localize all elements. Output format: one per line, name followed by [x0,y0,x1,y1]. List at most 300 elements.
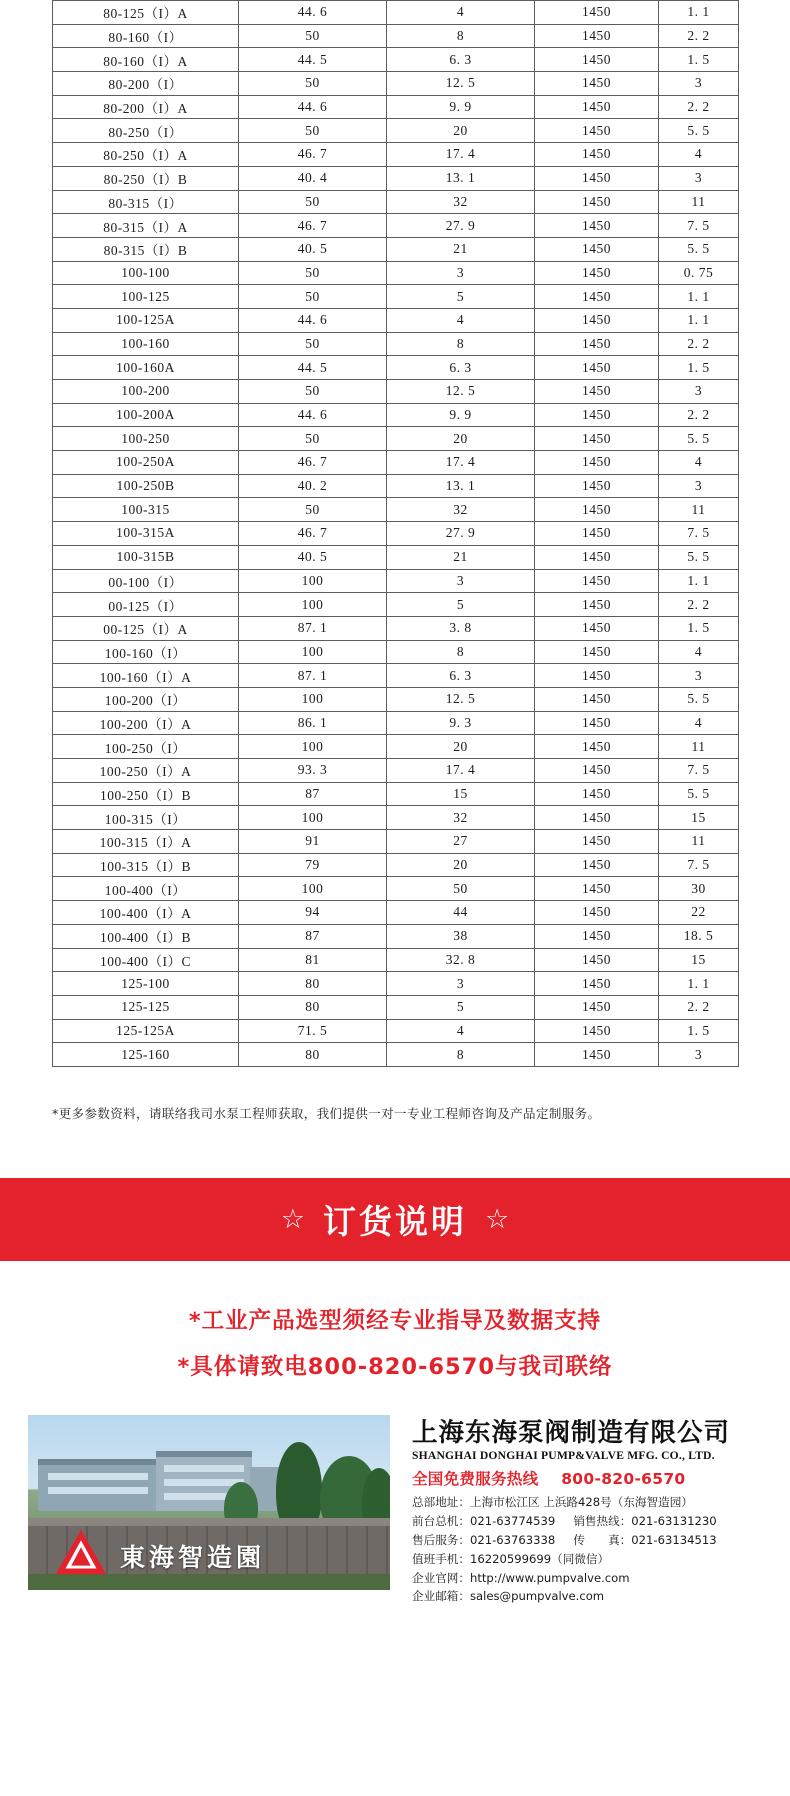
cell-flow: 50 [239,24,387,48]
cell-flow: 80 [239,995,387,1019]
cell-model: 100-250（I） [53,735,239,759]
table-row [53,972,739,996]
cell-head: 32 [387,806,535,830]
cell-model: 100-315A [53,522,239,546]
order-note-line-2: *具体请致电800-820-6570与我司联络 [177,1353,613,1380]
cell-head: 5 [387,995,535,1019]
cell-head: 5 [387,285,535,309]
cell-model: 100-250B [53,474,239,498]
table-row [53,545,739,569]
table-row [53,332,739,356]
cell-model: 80-160（I） [53,24,239,48]
cell-speed: 1450 [535,427,659,451]
cell-flow: 50 [239,119,387,143]
cell-model: 80-160（I）A [53,48,239,72]
pump-spec-table [52,0,739,1067]
banner-title: 订货说明 [323,1201,467,1241]
contact-label: 前台总机： [412,1514,470,1529]
cell-model: 80-125（I）A [53,1,239,25]
cell-model: 80-315（I）A [53,214,239,238]
cell-model: 80-200（I）A [53,95,239,119]
cell-head: 4 [387,308,535,332]
cell-model: 00-100（I） [53,569,239,593]
cell-flow: 87. 1 [239,616,387,640]
hotline-number: 800-820-6570 [561,1470,686,1489]
cell-power: 2. 2 [659,332,739,356]
table-row [53,593,739,617]
star-icon-left: ☆ [280,1203,305,1234]
table-row [53,190,739,214]
cell-head: 6. 3 [387,664,535,688]
cell-model: 100-400（I）B [53,924,239,948]
table-row [53,948,739,972]
order-instructions-banner [0,1178,790,1261]
cell-model: 100-125 [53,285,239,309]
cell-power: 5. 5 [659,782,739,806]
cell-model: 00-125（I）A [53,616,239,640]
cell-head: 38 [387,924,535,948]
contact-value: 16220599699（同微信） [469,1551,610,1566]
table-row [53,166,739,190]
cell-head: 12. 5 [387,72,535,96]
table-row [53,616,739,640]
cell-head: 27 [387,830,535,854]
cell-flow: 100 [239,593,387,617]
cell-speed: 1450 [535,830,659,854]
cell-speed: 1450 [535,616,659,640]
table-row [53,924,739,948]
cell-model: 100-125A [53,308,239,332]
cell-power: 15 [659,806,739,830]
cell-power: 1. 1 [659,308,739,332]
cell-power: 5. 5 [659,545,739,569]
cell-power: 1. 5 [659,616,739,640]
cell-speed: 1450 [535,735,659,759]
cell-speed: 1450 [535,711,659,735]
cell-model: 100-200（I） [53,687,239,711]
cell-head: 20 [387,853,535,877]
contact-label: 售后服务： [412,1533,470,1548]
cell-model: 125-125A [53,1019,239,1043]
table-row [53,451,739,475]
cell-flow: 40. 5 [239,237,387,261]
cell-model: 100-200 [53,380,239,404]
cell-model: 100-250（I）A [53,759,239,783]
cell-head: 21 [387,545,535,569]
cell-speed: 1450 [535,380,659,404]
table-row [53,214,739,238]
cell-flow: 40. 5 [239,545,387,569]
cell-flow: 44. 6 [239,403,387,427]
cell-model: 100-315B [53,545,239,569]
contact-value: http://www.pumpvalve.com [469,1570,630,1585]
cell-model: 80-250（I）A [53,143,239,167]
cell-model: 100-160 [53,332,239,356]
contact-row [412,1587,730,1606]
cell-power: 3 [659,664,739,688]
cell-flow: 44. 6 [239,95,387,119]
table-row [53,119,739,143]
cell-head: 4 [387,1,535,25]
table-row [53,664,739,688]
contact-value: sales@pumpvalve.com [469,1589,605,1604]
table-row [53,427,739,451]
cell-power: 5. 5 [659,119,739,143]
cell-speed: 1450 [535,498,659,522]
contact-label-secondary: 传 真： [573,1533,632,1548]
cell-head: 8 [387,1043,535,1067]
cell-flow: 100 [239,687,387,711]
cell-flow: 100 [239,735,387,759]
table-row [53,285,739,309]
cell-flow: 50 [239,190,387,214]
hotline [412,1467,730,1489]
cell-speed: 1450 [535,782,659,806]
cell-head: 15 [387,782,535,806]
cell-model: 125-125 [53,995,239,1019]
order-note-line-1: *工业产品选型须经专业指导及数据支持 [188,1307,602,1334]
cell-speed: 1450 [535,119,659,143]
table-row [53,143,739,167]
cell-speed: 1450 [535,877,659,901]
cell-speed: 1450 [535,356,659,380]
cell-speed: 1450 [535,545,659,569]
cell-model: 100-315 [53,498,239,522]
table-footnote: *更多参数资料，请联络我司水泵工程师获取，我们提供一对一专业工程师咨询及产品定制服务。 [52,1105,601,1121]
cell-power: 3 [659,1043,739,1067]
cell-speed: 1450 [535,640,659,664]
spec-table-body [53,1,739,1067]
cell-flow: 46. 7 [239,214,387,238]
cell-model: 100-400（I）C [53,948,239,972]
cell-head: 5 [387,593,535,617]
cell-speed: 1450 [535,308,659,332]
table-row [53,498,739,522]
cell-head: 17. 4 [387,759,535,783]
cell-head: 12. 5 [387,380,535,404]
cell-speed: 1450 [535,451,659,475]
contact-row [412,1531,730,1550]
cell-flow: 87. 1 [239,664,387,688]
cell-flow: 100 [239,569,387,593]
cell-power: 15 [659,948,739,972]
window-1 [48,1473,148,1480]
table-row [53,1,739,25]
cell-flow: 46. 7 [239,522,387,546]
cell-flow: 50 [239,427,387,451]
cell-head: 17. 4 [387,143,535,167]
cell-speed: 1450 [535,759,659,783]
cell-head: 8 [387,24,535,48]
cell-power: 30 [659,877,739,901]
cell-head: 17. 4 [387,451,535,475]
cell-speed: 1450 [535,806,659,830]
cell-flow: 81 [239,948,387,972]
table-row [53,640,739,664]
cell-flow: 40. 4 [239,166,387,190]
table-row [53,1043,739,1067]
cell-flow: 87 [239,924,387,948]
cell-head: 6. 3 [387,356,535,380]
cell-head: 20 [387,427,535,451]
table-row [53,569,739,593]
cell-power: 11 [659,498,739,522]
cell-model: 100-200A [53,403,239,427]
contact-label: 企业官网： [412,1570,470,1585]
cell-head: 32 [387,190,535,214]
cell-model: 80-250（I）B [53,166,239,190]
gate-sign-text: 東海智造園 [120,1542,266,1572]
cell-power: 4 [659,711,739,735]
cell-speed: 1450 [535,403,659,427]
cell-model: 100-400（I） [53,877,239,901]
page-footer [0,1415,790,1630]
cell-flow: 94 [239,901,387,925]
cell-model: 125-100 [53,972,239,996]
cell-model: 100-160A [53,356,239,380]
cell-head: 3 [387,972,535,996]
contact-row [412,1512,730,1531]
cell-speed: 1450 [535,95,659,119]
table-row [53,48,739,72]
cell-head: 20 [387,119,535,143]
contact-value-secondary: 021-63131230 [631,1514,717,1529]
cell-power: 3 [659,166,739,190]
contact-label-secondary: 销售热线： [573,1514,632,1529]
cell-power: 22 [659,901,739,925]
table-row [53,237,739,261]
table-row [53,308,739,332]
cell-speed: 1450 [535,474,659,498]
cell-power: 4 [659,451,739,475]
cell-model: 100-315（I）A [53,830,239,854]
cell-speed: 1450 [535,901,659,925]
cell-speed: 1450 [535,972,659,996]
cell-power: 1. 1 [659,569,739,593]
cell-speed: 1450 [535,569,659,593]
cell-speed: 1450 [535,522,659,546]
table-row [53,522,739,546]
cell-power: 2. 2 [659,593,739,617]
cell-power: 5. 5 [659,687,739,711]
cell-speed: 1450 [535,687,659,711]
contact-label: 企业邮箱： [412,1589,470,1604]
cell-head: 27. 9 [387,214,535,238]
cell-power: 1. 1 [659,285,739,309]
cell-speed: 1450 [535,48,659,72]
cell-flow: 87 [239,782,387,806]
cell-head: 13. 1 [387,166,535,190]
cell-model: 100-400（I）A [53,901,239,925]
cell-speed: 1450 [535,261,659,285]
table-row [53,261,739,285]
cell-flow: 44. 5 [239,48,387,72]
cell-power: 2. 2 [659,403,739,427]
star-icon-right: ☆ [485,1203,510,1234]
cell-flow: 50 [239,72,387,96]
cell-power: 7. 5 [659,214,739,238]
company-name-en: SHANGHAI DONGHAI PUMP&VALVE MFG. CO., LTD. [412,1449,715,1463]
cell-head: 6. 3 [387,48,535,72]
cell-power: 2. 2 [659,95,739,119]
cell-flow: 46. 7 [239,451,387,475]
cell-speed: 1450 [535,24,659,48]
cell-speed: 1450 [535,593,659,617]
cell-speed: 1450 [535,214,659,238]
cell-flow: 44. 6 [239,308,387,332]
cell-power: 1. 5 [659,356,739,380]
cell-head: 50 [387,877,535,901]
contact-value-secondary: 021-63134513 [631,1533,717,1548]
cell-power: 7. 5 [659,853,739,877]
cell-power: 18. 5 [659,924,739,948]
cell-power: 11 [659,735,739,759]
cell-model: 100-160（I） [53,640,239,664]
cell-head: 3. 8 [387,616,535,640]
cell-model: 100-250A [53,451,239,475]
cell-speed: 1450 [535,237,659,261]
cell-speed: 1450 [535,1019,659,1043]
cell-model: 100-315（I）B [53,853,239,877]
cell-speed: 1450 [535,948,659,972]
donghai-logo-icon [52,1524,110,1582]
cell-head: 3 [387,261,535,285]
table-row [53,830,739,854]
contact-value: 021-63774539 [469,1514,556,1529]
cell-speed: 1450 [535,853,659,877]
contact-row [412,1550,730,1569]
table-row [53,995,739,1019]
table-row [53,735,739,759]
cell-model: 00-125（I） [53,593,239,617]
table-row [53,1019,739,1043]
cell-flow: 46. 7 [239,143,387,167]
cell-flow: 100 [239,877,387,901]
contact-label: 总部地址： [412,1495,470,1510]
cell-head: 21 [387,237,535,261]
factory-gate-photo [28,1415,390,1590]
cell-model: 100-200（I）A [53,711,239,735]
table-row [53,687,739,711]
cell-model: 100-315（I） [53,806,239,830]
hotline-label: 全国免费服务热线 [412,1470,539,1489]
company-name-cn: 上海东海泵阀制造有限公司 [412,1417,731,1448]
cell-head: 8 [387,332,535,356]
cell-power: 1. 1 [659,1,739,25]
cell-speed: 1450 [535,995,659,1019]
cell-head: 3 [387,569,535,593]
table-row [53,95,739,119]
cell-model: 100-250 [53,427,239,451]
cell-power: 7. 5 [659,522,739,546]
cell-head: 27. 9 [387,522,535,546]
contact-row [412,1569,730,1588]
cell-model: 80-315（I） [53,190,239,214]
table-row [53,806,739,830]
table-row [53,403,739,427]
table-row [53,356,739,380]
cell-speed: 1450 [535,166,659,190]
cell-flow: 100 [239,806,387,830]
table-row [53,474,739,498]
cell-speed: 1450 [535,1,659,25]
contact-value: 021-63763338 [469,1533,556,1548]
cell-flow: 100 [239,640,387,664]
cell-head: 4 [387,1019,535,1043]
cell-model: 100-250（I）B [53,782,239,806]
cell-flow: 86. 1 [239,711,387,735]
table-row [53,711,739,735]
cell-flow: 91 [239,830,387,854]
cell-power: 3 [659,72,739,96]
cell-flow: 80 [239,1043,387,1067]
cell-speed: 1450 [535,285,659,309]
cell-flow: 44. 6 [239,1,387,25]
cell-head: 12. 5 [387,687,535,711]
building-2-roof [156,1451,252,1457]
window-2 [48,1487,148,1494]
contact-value: 上海市松江区 上浜路428号（东海智造园） [469,1495,693,1510]
table-row [53,24,739,48]
cell-flow: 50 [239,285,387,309]
cell-head: 20 [387,735,535,759]
cell-flow: 50 [239,498,387,522]
cell-head: 32. 8 [387,948,535,972]
cell-power: 4 [659,143,739,167]
cell-flow: 50 [239,261,387,285]
contact-row [412,1493,730,1512]
cell-power: 5. 5 [659,427,739,451]
cell-model: 125-160 [53,1043,239,1067]
table-row [53,877,739,901]
company-info [412,1415,730,1606]
cell-power: 0. 75 [659,261,739,285]
cell-head: 13. 1 [387,474,535,498]
cell-head: 9. 9 [387,95,535,119]
cell-model: 80-315（I）B [53,237,239,261]
cell-speed: 1450 [535,924,659,948]
cell-power: 2. 2 [659,995,739,1019]
cell-flow: 50 [239,380,387,404]
table-row [53,380,739,404]
cell-power: 1. 1 [659,972,739,996]
cell-power: 7. 5 [659,759,739,783]
cell-power: 5. 5 [659,237,739,261]
cell-power: 11 [659,830,739,854]
cell-power: 1. 5 [659,1019,739,1043]
contact-rows [412,1493,730,1606]
cell-speed: 1450 [535,332,659,356]
cell-power: 1. 5 [659,48,739,72]
cell-flow: 80 [239,972,387,996]
table-row [53,853,739,877]
cell-flow: 40. 2 [239,474,387,498]
cell-flow: 71. 5 [239,1019,387,1043]
table-row [53,782,739,806]
cell-model: 100-100 [53,261,239,285]
cell-power: 4 [659,640,739,664]
cell-speed: 1450 [535,72,659,96]
cell-power: 3 [659,474,739,498]
cell-model: 80-200（I） [53,72,239,96]
cell-flow: 93. 3 [239,759,387,783]
table-row [53,72,739,96]
table-row [53,901,739,925]
cell-flow: 79 [239,853,387,877]
cell-flow: 50 [239,332,387,356]
cell-speed: 1450 [535,143,659,167]
cell-head: 32 [387,498,535,522]
